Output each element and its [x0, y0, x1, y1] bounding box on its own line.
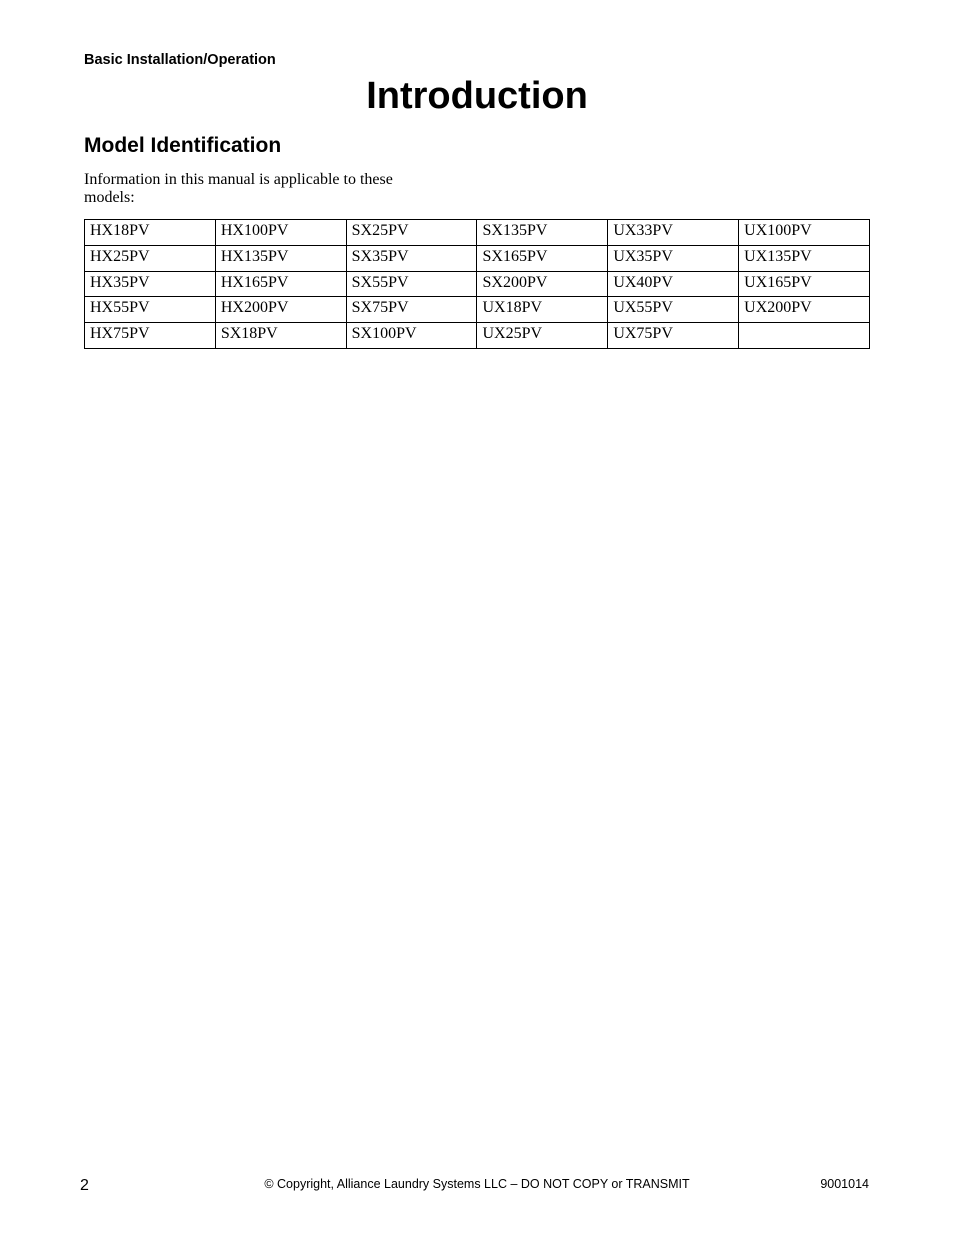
table-row — [85, 271, 870, 297]
table-cell: UX25PV — [477, 323, 608, 349]
table-cell: HX75PV — [85, 323, 216, 349]
table-cell: SX135PV — [477, 220, 608, 246]
table-cell: HX100PV — [215, 220, 346, 246]
table-cell: SX25PV — [346, 220, 477, 246]
table-cell: UX75PV — [608, 323, 739, 349]
table-cell: UX35PV — [608, 245, 739, 271]
table-cell: HX55PV — [85, 297, 216, 323]
models-table — [84, 219, 870, 349]
table-cell: HX35PV — [85, 271, 216, 297]
table-row — [85, 297, 870, 323]
table-cell: SX75PV — [346, 297, 477, 323]
table-cell: HX135PV — [215, 245, 346, 271]
table-cell: UX135PV — [739, 245, 870, 271]
table-row — [85, 323, 870, 349]
table-cell: SX200PV — [477, 271, 608, 297]
copyright-notice: © Copyright, Alliance Laundry Systems LLC – DO NOT COPY or TRANSMIT — [264, 1177, 690, 1191]
table-cell: SX100PV — [346, 323, 477, 349]
section-heading: Model Identification — [84, 134, 282, 157]
table-cell: HX165PV — [215, 271, 346, 297]
table-cell: SX165PV — [477, 245, 608, 271]
page-number: 2 — [80, 1177, 89, 1194]
table-cell: SX35PV — [346, 245, 477, 271]
table-cell: SX18PV — [215, 323, 346, 349]
table-cell: UX55PV — [608, 297, 739, 323]
table-cell: UX200PV — [739, 297, 870, 323]
table-cell: UX33PV — [608, 220, 739, 246]
intro-paragraph: Information in this manual is applicable to these models: — [84, 171, 393, 206]
running-header: Basic Installation/Operation — [84, 52, 276, 68]
table-cell-empty — [739, 323, 870, 349]
document-number: 9001014 — [820, 1177, 869, 1191]
table-cell: UX165PV — [739, 271, 870, 297]
table-cell: UX18PV — [477, 297, 608, 323]
table-cell: UX40PV — [608, 271, 739, 297]
table-cell: UX100PV — [739, 220, 870, 246]
table-cell: SX55PV — [346, 271, 477, 297]
table-row — [85, 220, 870, 246]
page-title: Introduction — [366, 75, 588, 117]
table-cell: HX18PV — [85, 220, 216, 246]
table-cell: HX200PV — [215, 297, 346, 323]
table-row — [85, 245, 870, 271]
table-cell: HX25PV — [85, 245, 216, 271]
